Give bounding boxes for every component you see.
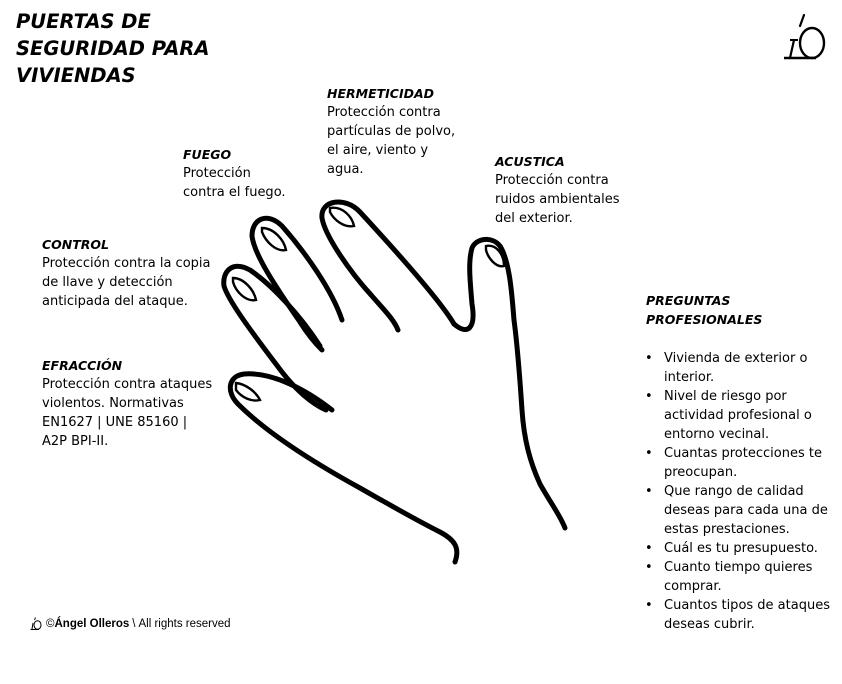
preguntas-list bbox=[645, 349, 840, 634]
list-item-text: preocupan. bbox=[664, 465, 738, 480]
rights-text: All rights reserved bbox=[138, 618, 231, 630]
list-item-text: comprar. bbox=[664, 579, 722, 594]
list-item bbox=[645, 482, 840, 539]
author-name: Ángel Olleros bbox=[54, 618, 130, 630]
list-item bbox=[645, 539, 840, 558]
list-item-text: • Cuanto tiempo quieres bbox=[664, 560, 813, 575]
list-item-text: • Cuantas protecciones te bbox=[664, 446, 822, 461]
hermeticidad-heading: HERMETICIDAD bbox=[327, 86, 435, 101]
list-item bbox=[645, 444, 840, 482]
list-item-text: deseas para cada una de bbox=[664, 503, 828, 518]
control-heading: CONTROL bbox=[42, 237, 110, 252]
title-line-3: VIVIENDAS bbox=[16, 64, 136, 87]
fuego-heading: FUEGO bbox=[183, 147, 232, 162]
brand-logo-small bbox=[30, 617, 42, 631]
list-item-text: • Vivienda de exterior o bbox=[664, 351, 808, 366]
preguntas-heading-line-2: PROFESIONALES bbox=[646, 312, 763, 327]
fuego-line: Protección bbox=[183, 166, 251, 181]
acustica-line: del exterior. bbox=[495, 211, 573, 226]
list-item-text: estas prestaciones. bbox=[664, 522, 790, 537]
list-item bbox=[645, 349, 840, 387]
list-item-text: • Cuál es tu presupuesto. bbox=[664, 541, 818, 556]
list-item-text: • Que rango de calidad bbox=[664, 484, 804, 499]
control-line: de llave y detección bbox=[42, 275, 173, 290]
hermeticidad-line: partículas de polvo, bbox=[327, 124, 456, 139]
acustica-section bbox=[495, 152, 619, 228]
acustica-line: Protección contra bbox=[495, 173, 609, 188]
hermeticidad-line: agua. bbox=[327, 162, 364, 177]
efraccion-line: A2P BPI-II. bbox=[42, 434, 109, 449]
acustica-line: ruidos ambientales bbox=[495, 192, 620, 207]
efraccion-line: Protección contra ataques bbox=[42, 377, 213, 392]
list-item-text: • Nivel de riesgo por bbox=[664, 389, 787, 404]
list-item-text: • Cuantos tipos de ataques bbox=[664, 598, 830, 613]
preguntas-heading-line-1: PREGUNTAS bbox=[646, 293, 731, 308]
list-item bbox=[645, 558, 840, 596]
efraccion-line: violentos. Normativas bbox=[42, 396, 184, 411]
acustica-heading: ACUSTICA bbox=[495, 154, 565, 169]
control-section bbox=[42, 235, 210, 311]
fuego-line: contra el fuego. bbox=[183, 185, 286, 200]
list-item-text: entorno vecinal. bbox=[664, 427, 770, 442]
hermeticidad-line: el aire, viento y bbox=[327, 143, 429, 158]
footer-separator: \ bbox=[132, 618, 136, 630]
list-item bbox=[645, 596, 840, 634]
control-line: anticipada del ataque. bbox=[42, 294, 188, 309]
fuego-section bbox=[183, 145, 286, 202]
preguntas-section bbox=[646, 291, 762, 329]
hermeticidad-section bbox=[327, 84, 455, 179]
footer bbox=[30, 617, 231, 631]
copyright-symbol: © bbox=[46, 618, 55, 630]
control-line: Protección contra la copia bbox=[42, 256, 211, 271]
efraccion-section bbox=[42, 356, 212, 451]
list-item-text: actividad profesional o bbox=[664, 408, 812, 423]
title-line-2: SEGURIDAD PARA bbox=[16, 37, 210, 60]
hermeticidad-line: Protección contra bbox=[327, 105, 441, 120]
title-line-1: PUERTAS DE bbox=[16, 10, 151, 33]
efraccion-line: EN1627 | UNE 85160 | bbox=[42, 415, 188, 430]
list-item-text: interior. bbox=[664, 370, 715, 385]
list-item-text: deseas cubrir. bbox=[664, 617, 755, 632]
list-item bbox=[645, 387, 840, 444]
efraccion-heading: EFRACCIÓN bbox=[42, 358, 123, 373]
